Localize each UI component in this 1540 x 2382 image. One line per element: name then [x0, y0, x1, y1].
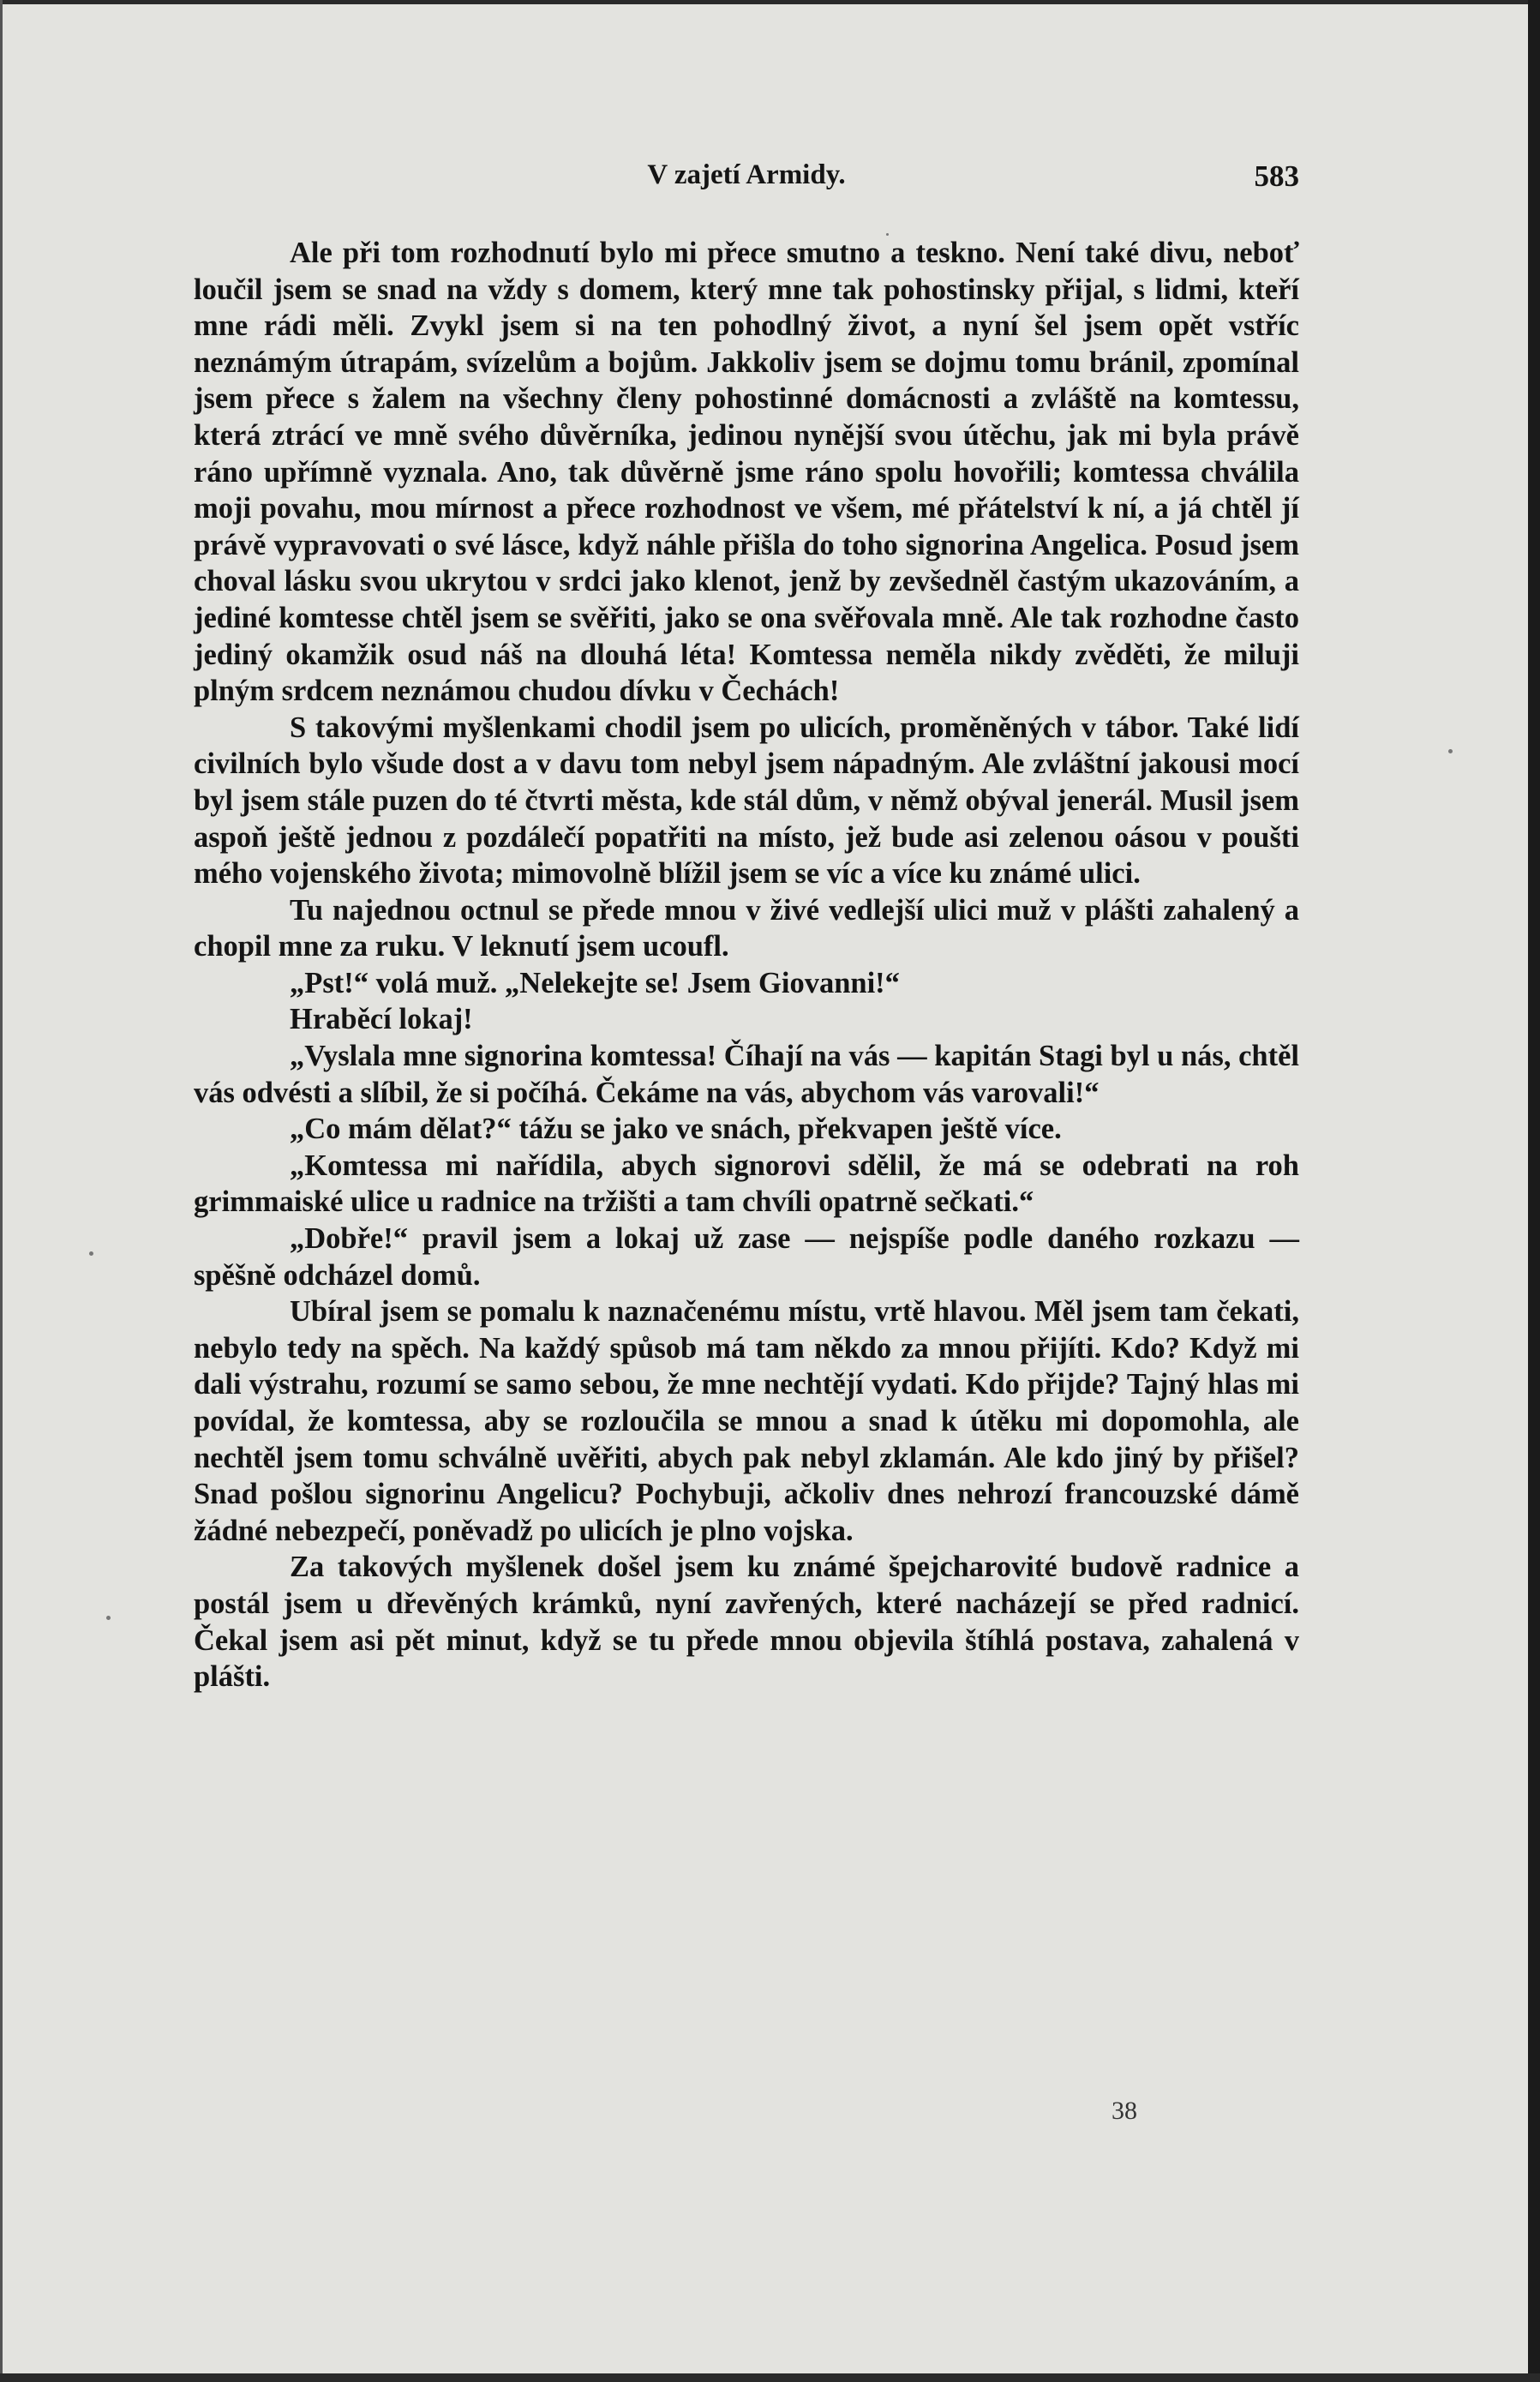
- paragraph: Hraběcí lokaj!: [290, 1003, 473, 1036]
- paragraph: Ale při tom rozhodnutí bylo mi přece smutno a teskno. Není také divu, neboť loučil jsem se snad na vždy s domem, který mne tak pohostinsky přijal, s lidmi, kteří mne rádi měli. Zvykl jsem si na ten pohodlný život, a nyní šel jsem opět vstříc neznámým útrapám, svízelům a bojům. Jakkoliv jsem se dojmu tomu bránil, zpomínal jsem přece s žalem na všechny členy pohostinné domácnosti a zvláště na komtessu, která ztrácí ve mně svého důvěrníka, jedinou nynější svou útěchu, jak mi byla právě ráno upřímně vyznala. Ano, tak důvěrně jsme ráno spolu hovořili; komtessa chválila moji povahu, mou mírnost a přece rozhodnost ve všem, mé přátelství k ní, a já chtěl jí právě vypravovati o své lásce, když náhle přišla do toho signorina Angelica. Posud jsem choval lásku svou ukrytou v srdci jako klenot, jenž by zevšedněl častým ukazováním, a jediné komtesse chtěl jsem se svěřiti, jako se ona svěřovala mně. Ale tak rozhodne často jediný okamžik osud náš na dlouhá léta! Komtessa neměla nikdy zvěděti, že miluji plným srdcem neznámou chudou dívku v Čechách!: [194, 237, 1299, 708]
- paragraph: „Dobře!“ pravil jsem a lokaj už zase — nejspíše podle daného rozkazu — spěšně odcházel domů.: [194, 1222, 1299, 1292]
- scan-edge-right: [1528, 0, 1540, 2382]
- paragraph: Tu najednou octnul se přede mnou v živé vedlejší ulici muž v plášti zahalený a chopil mne za ruku. V leknutí jsem ucoufl.: [194, 893, 1299, 963]
- paper-speck: [106, 1616, 111, 1620]
- paper-speck: [1448, 749, 1453, 753]
- running-title: V zajetí Armidy.: [647, 159, 846, 190]
- scan-edge-bottom: [0, 2373, 1540, 2382]
- body-text: [194, 235, 1299, 1695]
- running-head: [194, 154, 1299, 197]
- paragraph: Za takových myšlenek došel jsem ku známé špejcharovité budově radnice a postál jsem u dřevěných krámků, nyní zavřených, které nacházejí se před radnicí. Čekal jsem asi pět minut, když se tu přede mnou objevila štíhlá postava, zahalená v plášti.: [194, 1551, 1299, 1694]
- printer-signature-mark: 38: [1112, 2097, 1137, 2125]
- page-number: 583: [1254, 159, 1299, 193]
- paragraph: „Komtessa mi nařídila, abych signorovi sdělil, že má se odebrati na roh grimmaiské ulice u radnice na tržišti a tam chvíli opatrně sečkati.“: [194, 1149, 1299, 1219]
- book-page: [194, 154, 1299, 1695]
- scan-edge-top: [0, 0, 1540, 4]
- paper-speck: [89, 1251, 93, 1256]
- paragraph: „Vyslala mne signorina komtessa! Číhají na vás — kapitán Stagi byl u nás, chtěl vás odvésti a slíbil, že si počíhá. Čekáme na vás, abychom vás varovali!“: [194, 1040, 1299, 1109]
- scan-edge-left: [0, 0, 3, 2382]
- paragraph: „Pst!“ volá muž. „Nelekejte se! Jsem Giovanni!“: [290, 966, 900, 999]
- paragraph: „Co mám dělat?“ tážu se jako ve snách, překvapen ještě více.: [290, 1113, 1062, 1146]
- paragraph: Ubíral jsem se pomalu k naznačenému místu, vrtě hlavou. Měl jsem tam čekati, nebylo tedy na spěch. Na každý spůsob má tam někdo za mnou přijíti. Kdo? Když mi dali výstrahu, rozumí se samo sebou, že mne nechtějí vydati. Kdo přijde? Tajný hlas mi povídal, že komtessa, aby se rozloučila se mnou a snad k útěku mi dopomohla, ale nechtěl jsem tomu schválně uvěřiti, abych pak nebyl zklamán. Ale kdo jiný by přišel? Snad pošlou signorinu Angelicu? Pochybuji, ačkoliv dnes nehrozí francouzské dámě žádné nebezpečí, poněvadž po ulicích je plno vojska.: [194, 1295, 1299, 1547]
- paragraph: S takovými myšlenkami chodil jsem po ulicích, proměněných v tábor. Také lidí civilních bylo všude dost a v davu tom nebyl jsem nápadným. Ale zvláštní jakousi mocí byl jsem stále puzen do té čtvrti města, kde stál dům, v němž obýval jenerál. Musil jsem aspoň ještě jednou z pozdálečí popatřiti na místo, jež bude asi zelenou oásou v poušti mého vojenského života; mimovolně blížil jsem se víc a více ku známé ulici.: [194, 711, 1299, 891]
